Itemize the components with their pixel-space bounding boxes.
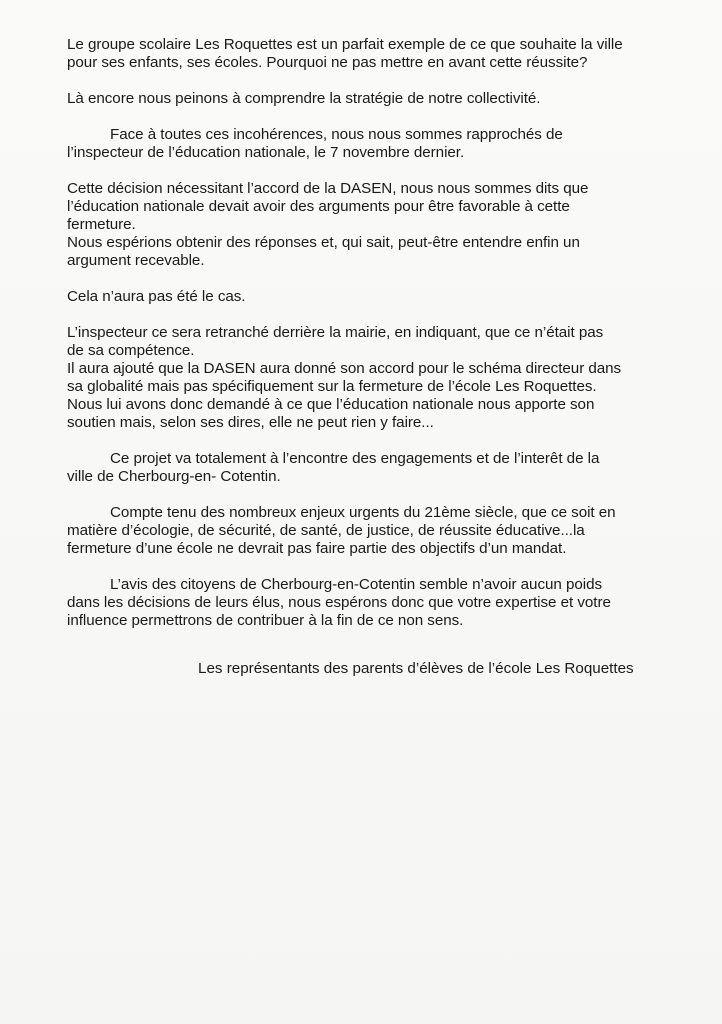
text-line: soutien mais, selon ses dires, elle ne peut rien y faire... (67, 414, 434, 431)
letter-body (67, 36, 672, 630)
text-line: Nous lui avons donc demandé à ce que l’éducation nationale nous apporte son (67, 396, 595, 413)
text-line: Face à toutes ces incohérences, nous nous sommes rapprochés de (110, 126, 563, 143)
text-line: Cette décision nécessitant l’accord de la DASEN, nous nous sommes dits que (67, 180, 589, 197)
text-line: de sa compétence. (67, 342, 195, 359)
paragraph (67, 36, 672, 72)
text-line: pour ses enfants, ses écoles. Pourquoi ne pas mettre en avant cette réussite? (67, 54, 588, 71)
text-line: dans les décisions de leurs élus, nous espérons donc que votre expertise et votre (67, 594, 611, 611)
text-line: matière d’écologie, de sécurité, de santé, de justice, de réussite éducative...la (67, 522, 585, 539)
text-line: Compte tenu des nombreux enjeux urgents du 21ème siècle, que ce soit en (110, 504, 616, 521)
text-line: Ce projet va totalement à l’encontre des engagements et de l’interêt de la (110, 450, 600, 467)
signature: Les représentants des parents d’élèves de l’école Les Roquettes (198, 660, 634, 677)
text-line: Il aura ajouté que la DASEN aura donné son accord pour le schéma directeur dans (67, 360, 622, 377)
paragraph (67, 450, 672, 486)
paragraph (67, 288, 672, 306)
text-line: L’inspecteur ce sera retranché derrière la mairie, en indiquant, que ce n’était pas (67, 324, 604, 341)
text-line: Là encore nous peinons à comprendre la stratégie de notre collectivité. (67, 90, 541, 107)
text-line: Cela n’aura pas été le cas. (67, 288, 246, 305)
text-line: l’éducation nationale devait avoir des arguments pour être favorable à cette (67, 198, 570, 215)
paragraph (67, 324, 672, 432)
text-line: influence permettrons de contribuer à la fin de ce non sens. (67, 612, 464, 629)
text-line: argument recevable. (67, 252, 205, 269)
paragraph (67, 576, 672, 630)
paragraph (67, 180, 672, 270)
text-line: fermeture. (67, 216, 136, 233)
text-line: Nous espérions obtenir des réponses et, qui sait, peut-être entendre enfin un (67, 234, 580, 251)
text-line: sa globalité mais pas spécifiquement sur la fermeture de l’école Les Roquettes. (67, 378, 597, 395)
text-line: l’inspecteur de l’éducation nationale, le 7 novembre dernier. (67, 144, 465, 161)
text-line: L’avis des citoyens de Cherbourg-en-Cotentin semble n’avoir aucun poids (110, 576, 603, 593)
text-line: fermeture d’une école ne devrait pas faire partie des objectifs d’un mandat. (67, 540, 567, 557)
text-line: ville de Cherbourg-en- Cotentin. (67, 468, 281, 485)
paragraph (67, 90, 672, 108)
paragraph (67, 504, 672, 558)
text-line: Le groupe scolaire Les Roquettes est un parfait exemple de ce que souhaite la ville (67, 36, 623, 53)
paragraph (67, 126, 672, 162)
